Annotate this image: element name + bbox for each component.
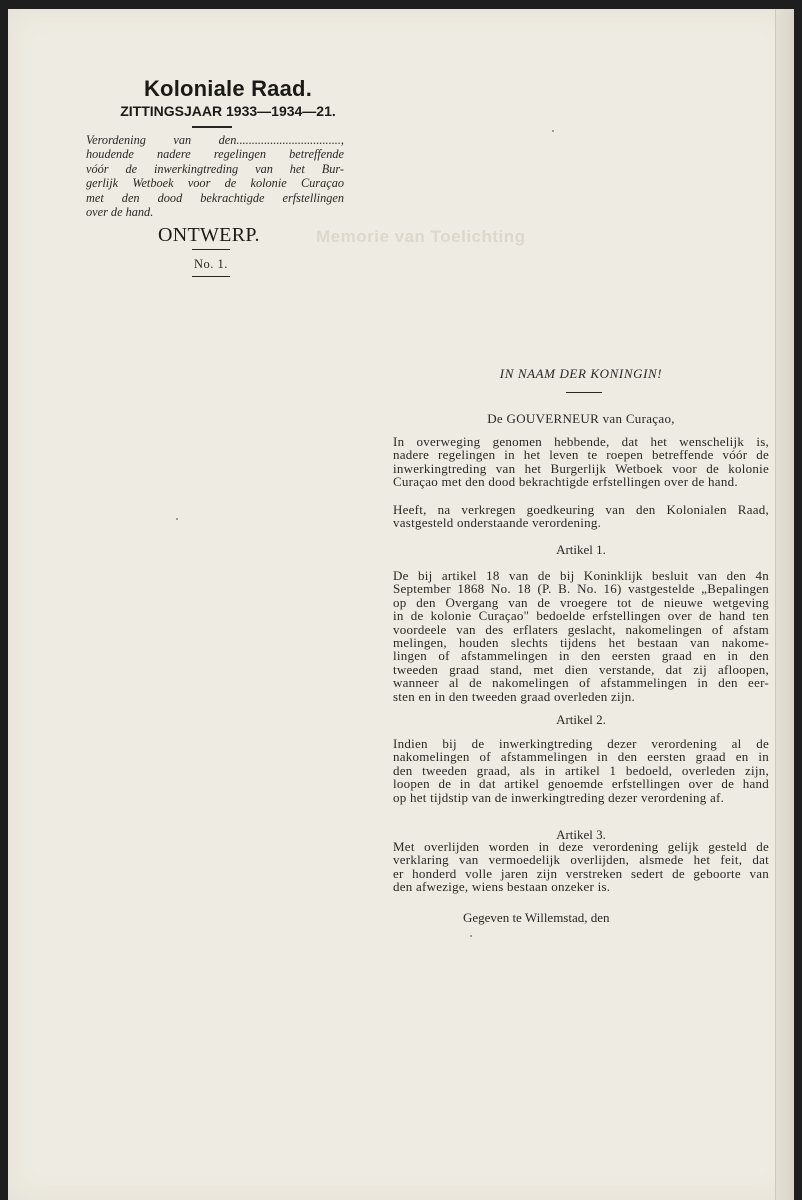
divider bbox=[192, 249, 230, 250]
article-3-text bbox=[393, 840, 769, 894]
considerans-paragraph bbox=[393, 435, 769, 489]
divider bbox=[192, 126, 232, 128]
subject-line: gerlijk Wetboek voor de kolonie Curaçao bbox=[86, 176, 344, 191]
text-line: vastgesteld onderstaande verordening. bbox=[393, 515, 602, 531]
text-line: loopen de in dat artikel genoemde erfstellingen over de hand bbox=[393, 776, 769, 792]
article-2-heading: Artikel 2. bbox=[556, 712, 606, 727]
text-line: nadere regelingen in het leven te roepen betreffende vóór de bbox=[393, 447, 769, 463]
enactment-paragraph bbox=[393, 503, 769, 530]
closing-line: Gegeven te Willemstad, den bbox=[463, 910, 610, 925]
council-title: Koloniale Raad. bbox=[143, 76, 313, 101]
text-line: in de kolonie Curaçao" bedoelde erfstellingen over de hand ten bbox=[393, 608, 769, 624]
article-1-heading: Artikel 1. bbox=[556, 542, 606, 557]
divider bbox=[192, 276, 230, 277]
article-2-text bbox=[393, 737, 769, 804]
subject-line: houdende nadere regelingen betreffende bbox=[86, 147, 344, 162]
text-line: Curaçao met den dood bekrachtigde erfstellingen over de hand. bbox=[393, 474, 738, 490]
text-line: verklaring van vermoedelijk overlijden, alsmede het feit, dat bbox=[393, 852, 769, 868]
text-line: den tweeden graad, als in artikel 1 bedoeld, overleden zijn, bbox=[393, 762, 769, 778]
authority-line: De GOUVERNEUR van Curaçao, bbox=[487, 411, 675, 426]
invocation: IN NAAM DER KONINGIN! bbox=[499, 366, 663, 381]
subject-line: Verordening van den.................................., bbox=[86, 133, 344, 147]
bleed-through-text: Memorie van Toelichting bbox=[316, 227, 526, 246]
text-line: In overweging genomen hebbende, dat het wenschelijk is, bbox=[393, 434, 769, 449]
text-line: den afwezige, wiens bestaan onzeker is. bbox=[393, 879, 611, 895]
speck bbox=[470, 935, 472, 937]
text-line: De bij artikel 18 van de bij Koninklijk besluit van den 4n bbox=[393, 568, 769, 583]
text-line: lingen of afstammelingen in den eersten graad en in den bbox=[393, 648, 769, 664]
text-line: Heeft, na verkregen goedkeuring van den Kolonialen Raad, bbox=[393, 502, 769, 517]
session-year: ZITTINGSJAAR 1933—1934—21. bbox=[120, 103, 336, 119]
text-line: op het tijdstip van de inwerkingtreding dezer verordening af. bbox=[393, 789, 725, 805]
speck bbox=[176, 518, 178, 520]
document-page bbox=[8, 9, 794, 1200]
text-line: sten en in den tweeden graad overleden zijn. bbox=[393, 688, 636, 704]
document-number: No. 1. bbox=[194, 257, 228, 271]
text-line: Met overlijden worden in deze verordening gelijk gesteld de bbox=[393, 839, 769, 854]
article-1-text bbox=[393, 569, 769, 703]
text-line: nakomelingen of afstammelingen in den eersten graad en in bbox=[393, 749, 769, 765]
article-3-heading: Artikel 3. bbox=[556, 827, 606, 842]
text-line: op den Overgang van de vroegere tot de nieuwe wetgeving bbox=[393, 594, 769, 610]
text-line: September 1868 No. 18 (P. B. No. 16) vastgestelde „Bepalingen bbox=[393, 581, 769, 597]
draft-label: ONTWERP. bbox=[158, 224, 260, 246]
text-line: er honderd volle jaren zijn verstreken sedert de geboorte van bbox=[393, 865, 769, 881]
subject-line: over de hand. bbox=[86, 205, 154, 220]
text-line: inwerkingtreding van het Burgerlijk Wetboek voor de kolonie bbox=[393, 460, 769, 476]
divider bbox=[566, 392, 602, 393]
speck bbox=[552, 130, 554, 132]
subject-line: met den dood bekrachtigde erfstellingen bbox=[86, 190, 344, 205]
text-line: voordeele van des erflaters geslacht, nakomelingen of afstam bbox=[393, 621, 769, 637]
ordinance-subject bbox=[86, 133, 344, 219]
text-line: Indien bij de inwerkingtreding dezer verordening al de bbox=[393, 736, 769, 751]
text-line: wanneer al de nakomelingen of afstammelingen in den eer- bbox=[393, 675, 769, 691]
text-line: melingen, houden slechts tijdens het bestaan van nakome- bbox=[393, 635, 769, 651]
text-line: tweeden graad stand, met dien verstande, dat zij afloopen, bbox=[393, 661, 769, 677]
subject-line: vóór de inwerkingtreding van het Bur- bbox=[86, 161, 344, 176]
page-edge bbox=[775, 9, 794, 1200]
